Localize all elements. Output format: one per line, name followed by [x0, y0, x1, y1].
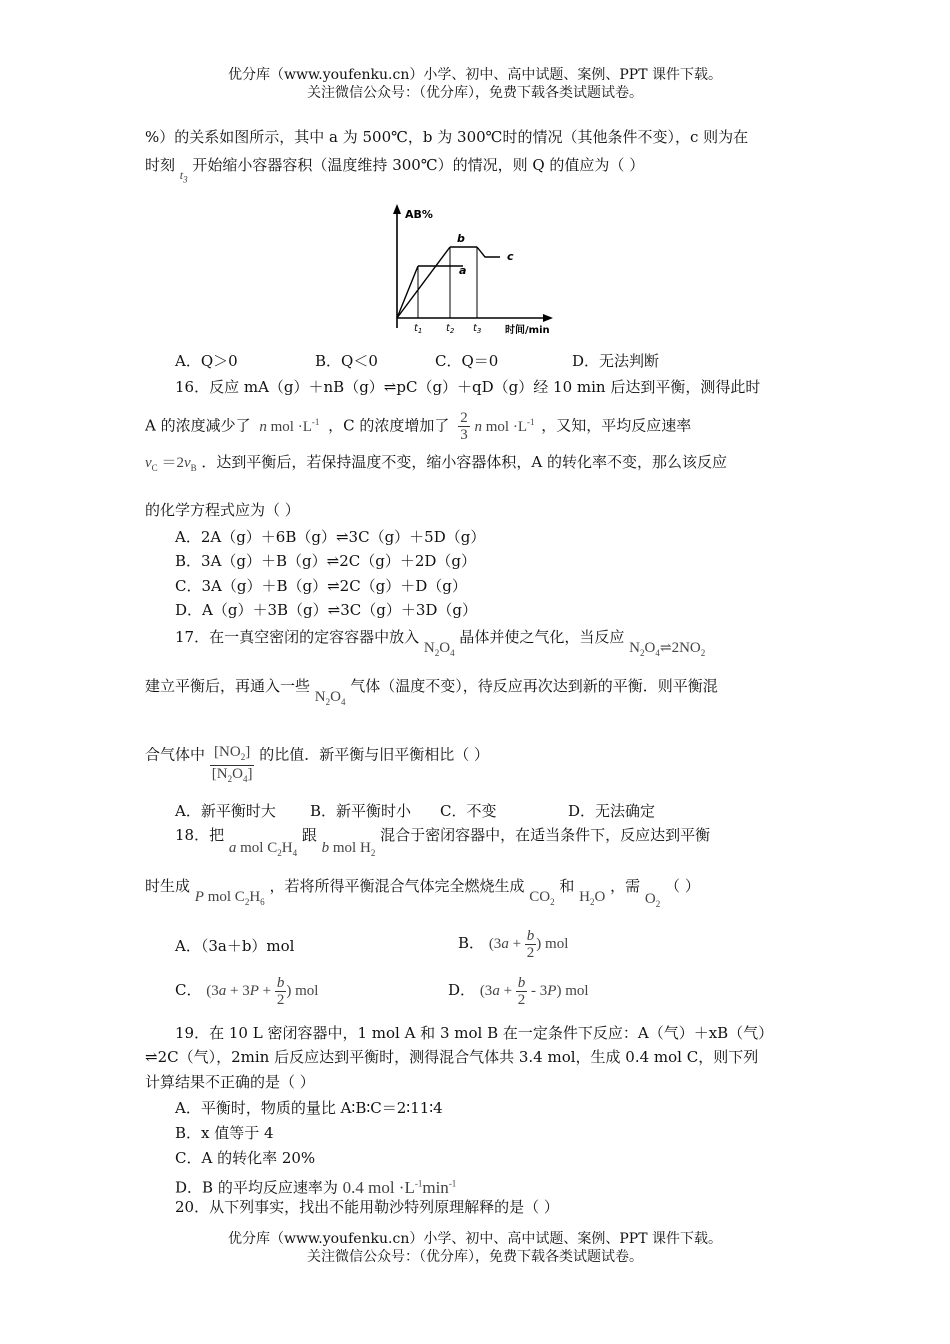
q19-line-1: 19．在 10 L 密闭容器中，1 mol A 和 3 mol B 在一定条件下反应：A（气）＋xB（气） — [175, 1024, 774, 1042]
q18-c2h4: a mol $C_2H_4$ — [228, 840, 298, 858]
q18-option-b-expr: (3a + $\frac{b}{2}$ ) mol — [488, 928, 569, 961]
footer-line-2: 关注微信公众号：（优分库），免费下载各类试题试卷。 — [307, 1249, 643, 1265]
q16-line-2c: ，又知，平均反应速率 — [541, 416, 692, 435]
q17-line-3 — [145, 734, 490, 784]
q16-option-c: C．3A（g）＋B（g）⇌2C（g）＋D（g） — [175, 577, 467, 595]
q18-line-2a: 时生成 — [145, 877, 191, 895]
q16-line-2 — [145, 410, 691, 443]
q19-line-3: 计算结果不正确的是（ ） — [145, 1073, 315, 1091]
q18-option-d — [448, 975, 589, 1008]
q15-line-2a: 时刻 — [145, 156, 176, 174]
q19-line-2: ⇌2C（气），2min 后反应达到平衡时，测得混合气体共 3.4 mol，生成 0.4 mol C，则下列 — [145, 1048, 759, 1066]
q18-c2h6: P mol $C_2H_6$ — [194, 889, 265, 907]
q15-t3-symbol: t3 — [179, 168, 188, 185]
q18-co2: $CO_2$ — [529, 889, 555, 907]
q18-option-d-expr: (3a + $\frac{b}{2}$ - 3P) mol — [479, 975, 589, 1008]
q18-line-2c: 和 — [559, 877, 575, 895]
x-axis-arrow — [543, 314, 553, 322]
q15-option-c: C．Q＝0 — [435, 352, 499, 370]
q17-option-a: A．新平衡时大 — [175, 802, 276, 820]
q18-line-1c: 混合于密闭容器中，在适当条件下，反应达到平衡 — [380, 826, 711, 844]
q17-n2o4-b: $N_2O_4$ — [314, 689, 346, 707]
q19-option-d-text: D．B 的平均反应速率为 — [175, 1178, 338, 1197]
curve-c — [477, 247, 500, 257]
tick-label-t3: $t_3$ — [473, 323, 482, 335]
q19-option-c: C．A 的转化率 20% — [175, 1149, 316, 1167]
q18-line-2d: ，需 — [610, 877, 641, 895]
curve-a-rise — [397, 266, 418, 318]
q16-option-d: D．A（g）＋3B（g）⇌3C（g）＋3D（g） — [175, 601, 477, 619]
q17-option-c: C．不变 — [440, 802, 497, 820]
q16-line-1: 16．反应 mA（g）＋nB（g）⇌pC（g）＋qD（g）经 10 min 后达到平衡，测得此时 — [175, 378, 761, 396]
x-axis-label: 时间/min — [505, 325, 550, 336]
q18-option-d-label: D． — [448, 980, 476, 999]
q16-line-4: 的化学方程式应为（ ） — [145, 501, 300, 519]
q15-line-1: %）的关系如图所示，其中 a 为 500℃，b 为 300℃时的情况（其他条件不变），c 则为在 — [145, 128, 749, 146]
q16-line-3-text: ．达到平衡后，若保持温度不变，缩小容器体积，A 的转化率不变，那么该反应 — [201, 453, 728, 471]
q17-line-2 — [145, 676, 718, 707]
footer-line-1: 优分库（www.youfenku.cn）小学、初中、高中试题、案例、PPT 课件下载。 — [227, 1231, 722, 1247]
q16-option-b: B．3A（g）＋B（g）⇌2C（g）＋2D（g） — [175, 552, 476, 570]
curve-label-c: c — [507, 250, 514, 263]
q19-option-b: B．x 值等于 4 — [175, 1124, 274, 1142]
q17-line-1b: 晶体并使之气化，当反应 — [459, 628, 625, 646]
q15-line-2 — [145, 155, 645, 185]
q18-o2: $O_2$ — [644, 891, 661, 909]
q15-option-b: B．Q＜0 — [315, 352, 378, 370]
q17-line-1 — [175, 627, 706, 658]
q17-ratio-fraction: $\frac{[NO_2]}{[N_2O_4]}$ — [211, 744, 253, 784]
q18-option-c — [175, 975, 318, 1008]
q16-line-2b: ，C 的浓度增加了 — [328, 416, 450, 435]
q16-line-3 — [145, 452, 727, 478]
q19-option-d — [175, 1173, 456, 1198]
q16-rate-relation: $v_C =2v_B$ — [145, 455, 197, 473]
q17-line-1a: 17．在一真空密闭的定容容器中放入 — [175, 628, 420, 646]
q18-line-1a: 18．把 — [175, 826, 225, 844]
curve-label-a: a — [459, 264, 467, 277]
tick-label-t2: $t_2$ — [446, 323, 455, 335]
q18-option-a: A．（3a＋b）mol — [175, 937, 295, 955]
q16-line-2a: A 的浓度减少了 — [145, 416, 251, 435]
q18-option-b — [458, 928, 568, 961]
y-axis-arrow — [393, 204, 401, 214]
q18-line-2b: ，若将所得平衡混合气体完全燃烧生成 — [269, 877, 525, 895]
q18-option-c-label: C． — [175, 980, 202, 999]
q19-option-a: A．平衡时，物质的量比 A∶B∶C＝2∶11∶4 — [175, 1099, 443, 1117]
q17-reaction: $N_2O_4\rightleftharpoons 2NO_2$ — [629, 640, 706, 658]
q16-option-a: A．2A（g）＋6B（g）⇌3C（g）＋5D（g） — [175, 528, 486, 546]
q18-line-2e: （ ） — [665, 877, 700, 895]
q15-option-d: D．无法判断 — [572, 352, 660, 370]
q18-option-b-label: B． — [458, 933, 485, 952]
q17-n2o4-a: $N_2O_4$ — [423, 640, 455, 658]
q18-line-1 — [175, 825, 711, 858]
q16-conc-c: n mol $\cdot L^{-1}$ — [474, 416, 535, 435]
q17-option-d: D．无法确定 — [568, 802, 656, 820]
q20-line-1: 20．从下列事实，找出不能用勒沙特列原理解释的是（ ） — [175, 1198, 559, 1216]
q15-line-2b: 开始缩小容器容积（温度维持 300℃）的情况，则 Q 的值应为（ ） — [192, 156, 645, 174]
q16-fraction: $\frac{2}{3}$ — [460, 410, 468, 443]
q18-h2o: $H_2O$ — [579, 889, 606, 907]
q18-line-2 — [145, 876, 700, 909]
curve-b-rise — [397, 247, 450, 318]
tick-label-t1: $t_1$ — [414, 323, 423, 335]
q18-option-c-expr: (3a + 3P + $\frac{b}{2}$ ) mol — [206, 975, 319, 1008]
q17-line-3a: 合气体中 — [145, 745, 206, 764]
q18-line-1b: 跟 — [301, 826, 317, 844]
q16-conc-a: n mol $\cdot L^{-1}$ — [259, 416, 320, 435]
y-axis-label: AB% — [405, 208, 433, 221]
header-line-2: 关注微信公众号：（优分库），免费下载各类试题试卷。 — [307, 85, 643, 101]
q15-option-a: A．Q＞0 — [175, 352, 238, 370]
q15-graph — [385, 200, 570, 340]
q17-line-2a: 建立平衡后，再通入一些 — [145, 677, 311, 695]
q17-line-2b: 气体（温度不变），待反应再次达到新的平衡．则平衡混 — [350, 677, 718, 695]
q17-option-b: B．新平衡时小 — [310, 802, 412, 820]
header-line-1: 优分库（www.youfenku.cn）小学、初中、高中试题、案例、PPT 课件下载。 — [227, 67, 722, 83]
q19-rate-value: 0.4 mol $\cdot L^{-1}\min^{-1}$ — [342, 1177, 457, 1197]
q18-h2: b mol $H_2$ — [321, 840, 376, 858]
q17-line-3b: 的比值．新平衡与旧平衡相比（ ） — [259, 745, 490, 764]
curve-label-b: b — [457, 232, 465, 245]
